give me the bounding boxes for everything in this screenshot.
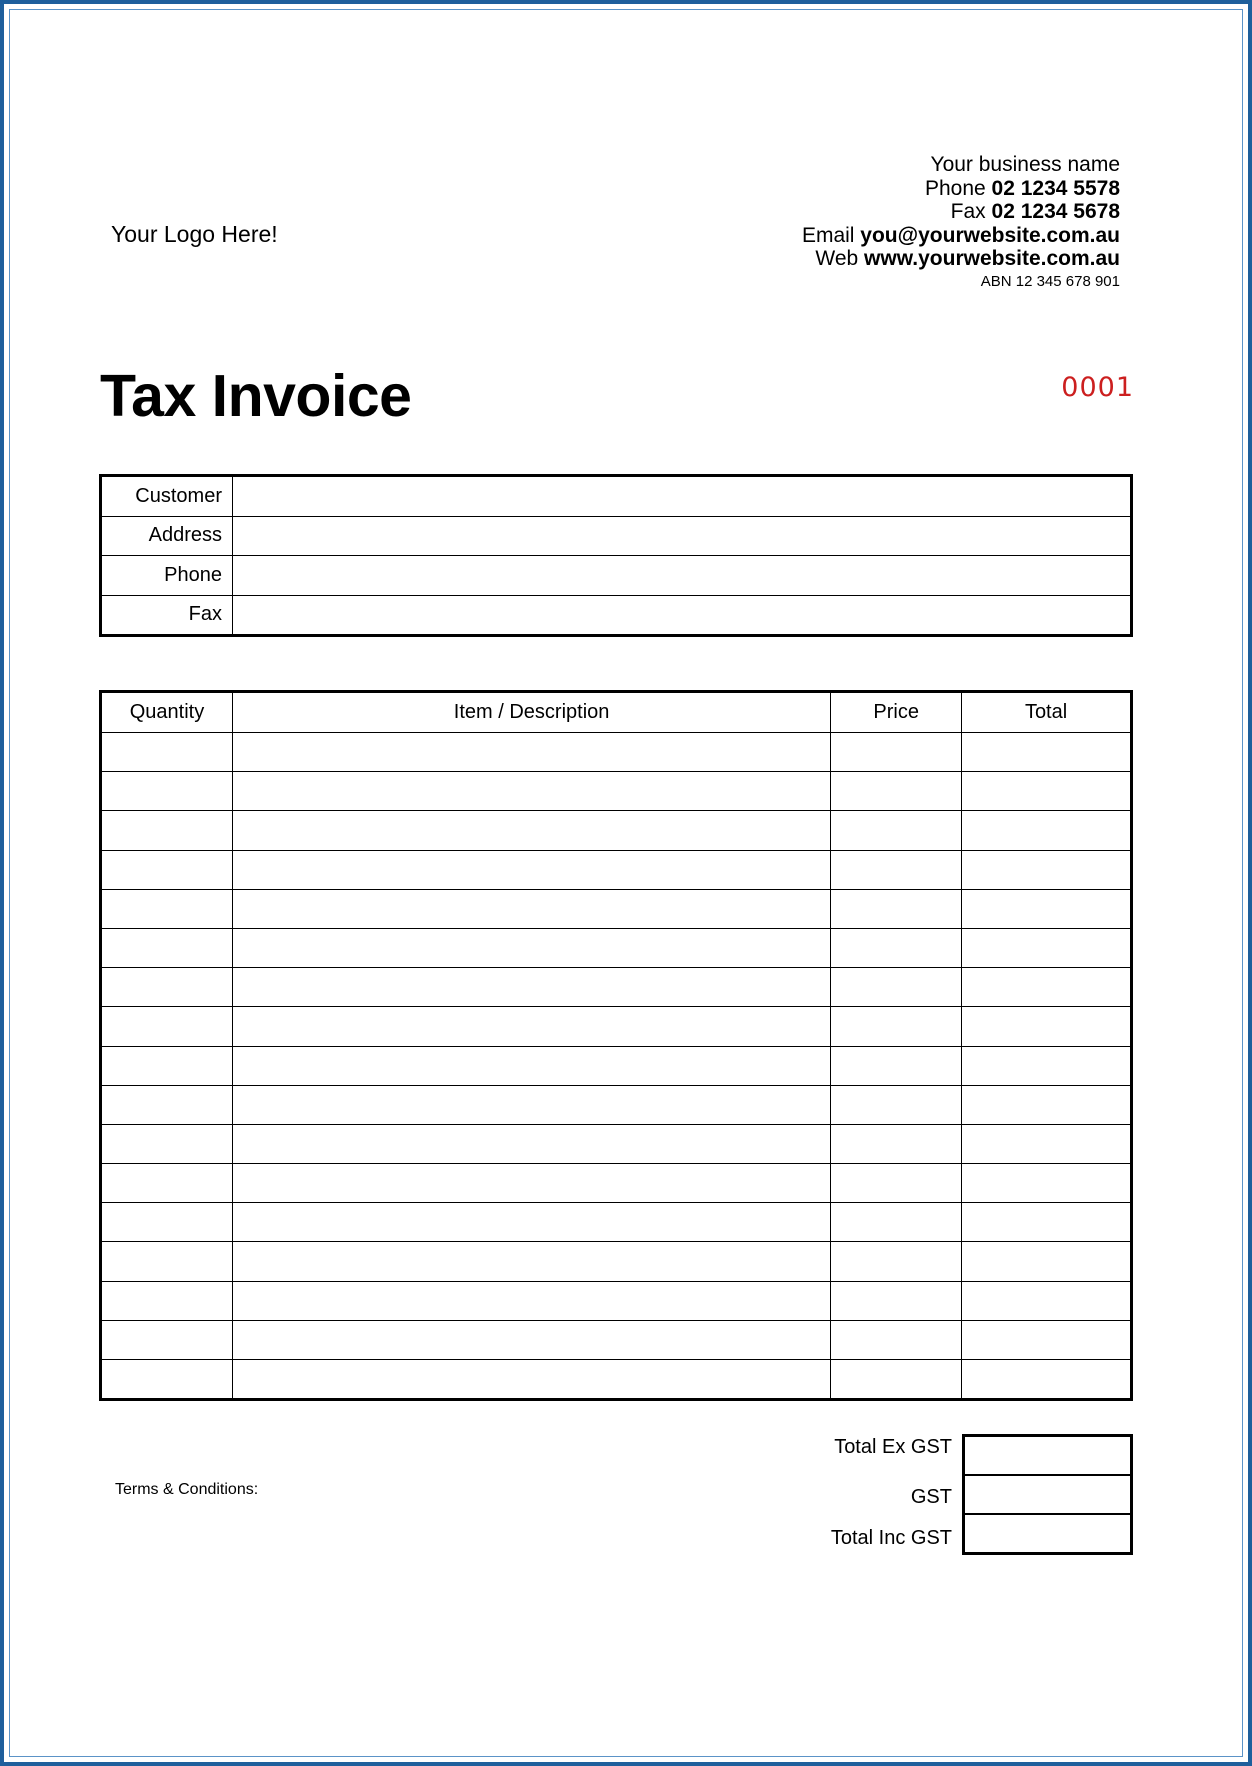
phone-field-label: Phone [101,556,233,596]
items-body [101,733,1132,1400]
price-header: Price [831,692,962,733]
fax-row [101,595,1132,636]
quantity-cell[interactable] [101,1046,233,1085]
description-cell[interactable] [232,1242,830,1281]
price-cell[interactable] [831,1320,962,1359]
price-cell[interactable] [831,1281,962,1320]
description-cell[interactable] [232,889,830,928]
total-cell[interactable] [962,1360,1132,1400]
quantity-cell[interactable] [101,1164,233,1203]
price-cell[interactable] [831,1124,962,1163]
item-row [101,1203,1132,1242]
item-row [101,889,1132,928]
item-row [101,1007,1132,1046]
gst-row [964,1475,1132,1514]
price-cell[interactable] [831,1085,962,1124]
quantity-header: Quantity [101,692,233,733]
business-name: Your business name [930,153,1120,176]
total-inc-gst-field[interactable] [964,1514,1132,1554]
description-cell[interactable] [232,1360,830,1400]
total-inc-gst-label: Total Inc GST [830,1527,952,1549]
phone-field[interactable] [233,556,1132,596]
address-field[interactable] [233,516,1132,556]
item-row [101,1046,1132,1085]
total-ex-gst-label: Total Ex GST [834,1436,952,1458]
quantity-cell[interactable] [101,811,233,850]
business-phone [802,177,1120,201]
quantity-cell[interactable] [101,772,233,811]
description-cell[interactable] [232,1124,830,1163]
web-value: www.yourwebsite.com.au [864,247,1120,270]
description-header: Item / Description [232,692,830,733]
price-cell[interactable] [831,1046,962,1085]
business-details [802,153,1120,293]
quantity-cell[interactable] [101,968,233,1007]
customer-row [101,476,1132,517]
customer-field[interactable] [233,476,1132,517]
email-value: you@yourwebsite.com.au [860,223,1120,247]
description-cell[interactable] [232,928,830,967]
total-cell[interactable] [962,1007,1132,1046]
total-cell[interactable] [962,772,1132,811]
total-cell[interactable] [962,1124,1132,1163]
fax-field-label: Fax [101,595,233,636]
item-row [101,811,1132,850]
total-cell[interactable] [962,968,1132,1007]
total-ex-gst-field[interactable] [964,1436,1132,1476]
address-label: Address [101,516,233,556]
price-cell[interactable] [831,968,962,1007]
invoice-number: 0001 [1061,372,1134,403]
price-cell[interactable] [831,1007,962,1046]
customer-label: Customer [101,476,233,517]
price-cell[interactable] [831,1242,962,1281]
item-row [101,1360,1132,1400]
total-cell[interactable] [962,1281,1132,1320]
quantity-cell[interactable] [101,1203,233,1242]
customer-table [99,474,1133,637]
total-cell[interactable] [962,811,1132,850]
gst-label: GST [910,1486,952,1508]
item-row [101,1281,1132,1320]
total-cell[interactable] [962,850,1132,889]
description-cell[interactable] [232,1320,830,1359]
item-row [101,850,1132,889]
quantity-cell[interactable] [101,889,233,928]
description-cell[interactable] [232,733,830,772]
total-cell[interactable] [962,1242,1132,1281]
total-inc-gst-row [964,1514,1132,1554]
price-cell[interactable] [831,1360,962,1400]
terms-label: Terms & Conditions: [115,1481,259,1498]
totals-table [962,1434,1133,1555]
total-ex-gst-row [964,1436,1132,1476]
phone-row [101,556,1132,596]
total-cell[interactable] [962,928,1132,967]
quantity-cell[interactable] [101,733,233,772]
web-label: Web [815,247,859,270]
business-web [802,247,1120,271]
description-cell[interactable] [232,1046,830,1085]
description-cell[interactable] [232,1281,830,1320]
total-cell[interactable] [962,889,1132,928]
description-cell[interactable] [232,1164,830,1203]
description-cell[interactable] [232,1085,830,1124]
item-row [101,1242,1132,1281]
phone-value: 02 1234 5578 [991,176,1120,200]
description-cell[interactable] [232,1203,830,1242]
quantity-cell[interactable] [101,1320,233,1359]
price-cell[interactable] [831,733,962,772]
item-row [101,1124,1132,1163]
price-cell[interactable] [831,1164,962,1203]
fax-label: Fax [950,200,986,223]
item-row [101,733,1132,772]
total-cell[interactable] [962,1085,1132,1124]
page-title: Tax Invoice [100,363,412,429]
phone-label: Phone [924,176,986,200]
item-row [101,928,1132,967]
email-label: Email [801,223,855,247]
items-table [99,690,1133,1401]
description-cell[interactable] [232,968,830,1007]
quantity-cell[interactable] [101,1007,233,1046]
item-row [101,968,1132,1007]
business-fax [802,200,1120,224]
description-cell[interactable] [232,811,830,850]
item-row [101,1320,1132,1359]
quantity-cell[interactable] [101,1281,233,1320]
price-cell[interactable] [831,772,962,811]
quantity-cell[interactable] [101,1124,233,1163]
total-cell[interactable] [962,1046,1132,1085]
quantity-cell[interactable] [101,1242,233,1281]
gst-field[interactable] [964,1475,1132,1514]
total-cell[interactable] [962,1203,1132,1242]
description-cell[interactable] [232,1007,830,1046]
quantity-cell[interactable] [101,928,233,967]
description-cell[interactable] [232,850,830,889]
price-cell[interactable] [831,889,962,928]
total-cell[interactable] [962,1164,1132,1203]
business-abn: ABN 12 345 678 901 [980,272,1120,290]
logo-placeholder: Your Logo Here! [111,221,278,247]
item-row [101,1164,1132,1203]
total-cell[interactable] [962,733,1132,772]
price-cell[interactable] [831,850,962,889]
business-email [802,224,1120,248]
price-cell[interactable] [831,811,962,850]
quantity-cell[interactable] [101,850,233,889]
item-row [101,1085,1132,1124]
items-header-row [101,692,1132,733]
fax-field[interactable] [233,595,1132,636]
price-cell[interactable] [831,1203,962,1242]
quantity-cell[interactable] [101,1360,233,1400]
description-cell[interactable] [232,772,830,811]
fax-value: 02 1234 5678 [991,200,1120,223]
quantity-cell[interactable] [101,1085,233,1124]
address-row [101,516,1132,556]
item-row [101,772,1132,811]
price-cell[interactable] [831,928,962,967]
total-cell[interactable] [962,1320,1132,1359]
total-header: Total [962,692,1132,733]
